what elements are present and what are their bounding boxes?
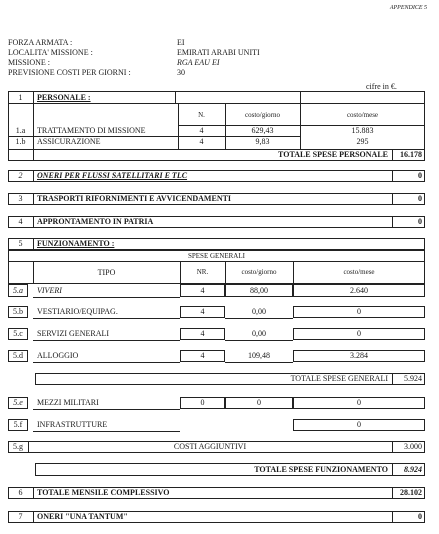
col-giorno-header: costo/giorno: [241, 268, 277, 276]
row-5g-code: 5.g: [13, 442, 23, 451]
row-1a-label: TRATTAMENTO DI MISSIONE: [37, 126, 146, 135]
row-1b-label: ASSICURAZIONE: [37, 137, 101, 146]
row-5a-giorno: 88,00: [250, 286, 268, 295]
row-5a-nr: 4: [200, 286, 205, 295]
total-funz-value: 8.924: [404, 465, 422, 474]
row-1a-code: 1.a: [15, 126, 26, 135]
total-generali-value: 5.924: [404, 374, 422, 383]
section-7-title: ONERI "UNA TANTUM": [37, 512, 128, 521]
section-3-title: TRASPORTI RIFORNIMENTI E AVVICENDAMENTI: [37, 194, 232, 203]
section-5-number: 5: [18, 239, 23, 248]
forza-armata-label: FORZA ARMATA :: [8, 38, 73, 47]
section-7-number: 7: [18, 512, 23, 521]
row-5d-mese: 3.284: [350, 351, 368, 360]
section-6-title: TOTALE MENSILE COMPLESSIVO: [37, 488, 170, 497]
total-personale-value: 16.178: [400, 150, 422, 159]
row-5c-giorno: 0,00: [252, 329, 266, 338]
row-5b-nr: 4: [200, 307, 205, 316]
forza-armata-value: EI: [177, 38, 185, 47]
row-5g-value: 3.000: [404, 442, 422, 451]
previsione-label: PREVISIONE COSTI PER GIORNI :: [8, 68, 131, 77]
row-5c-code: 5.c: [13, 329, 23, 338]
col-costo-giorno-header: costo/giorno: [245, 111, 280, 119]
row-5a-label: VIVERI: [37, 286, 62, 295]
row-1b-mese: 295: [356, 137, 369, 146]
section-2-value: 0: [418, 171, 422, 180]
row-5c-label: SERVIZI GENERALI: [37, 329, 110, 338]
localita-value: EMIRATI ARABI UNITI: [177, 48, 260, 57]
row-5f-code: 5.f: [13, 420, 23, 429]
row-5f-label: INFRASTRUTTURE: [37, 420, 108, 429]
currency-note: cifre in €.: [366, 82, 397, 91]
section-2-title: ONERI PER FLUSSI SATELLITARI E TLC: [37, 171, 188, 180]
total-generali-label: TOTALE SPESE GENERALI: [290, 374, 388, 383]
row-5g-label: COSTI AGGIUNTIVI: [173, 442, 247, 451]
row-5b-label: VESTIARIO/EQUIPAG.: [37, 307, 118, 316]
section-4-value: 0: [418, 217, 422, 226]
localita-label: LOCALITA' MISSIONE :: [8, 48, 93, 57]
row-1a-n: 4: [199, 126, 204, 135]
row-5d-nr: 4: [200, 351, 205, 360]
section-6-number: 6: [18, 488, 23, 497]
row-5b-code: 5.b: [13, 307, 23, 316]
row-5e-code: 5.e: [13, 398, 23, 407]
total-personale-label: TOTALE SPESE PERSONALE: [278, 150, 388, 159]
row-5e-nr: 0: [200, 398, 205, 407]
section-2-number: 2: [18, 171, 23, 180]
section-1-number: 1: [18, 93, 23, 102]
section-5-title: FUNZIONAMENTO :: [37, 239, 115, 248]
total-funz-label: TOTALE SPESE FUNZIONAMENTO: [254, 465, 388, 474]
row-5d-code: 5.d: [13, 351, 23, 360]
row-5e-label: MEZZI MILITARI: [37, 398, 99, 407]
section-3-value: 0: [418, 194, 422, 203]
row-5c-nr: 4: [200, 329, 205, 338]
row-5e-mese: 0: [357, 398, 361, 407]
row-5f-mese: 0: [357, 420, 361, 429]
missione-label: MISSIONE :: [8, 58, 51, 67]
row-5b-giorno: 0,00: [252, 307, 266, 316]
col-tipo-header: TIPO: [97, 268, 116, 277]
col-nr-header: NR.: [196, 268, 209, 276]
col-n-header: N.: [198, 111, 205, 119]
row-5d-label: ALLOGGIO: [37, 351, 79, 360]
row-5d-giorno: 109,48: [248, 351, 270, 360]
row-5c-mese: 0: [357, 329, 361, 338]
row-5b-mese: 0: [357, 307, 361, 316]
section-4-number: 4: [18, 217, 23, 226]
section-7-value: 0: [418, 512, 422, 521]
col-mese-header: costo/mese: [343, 268, 375, 276]
row-5e-giorno: 0: [257, 398, 261, 407]
row-5a-mese: 2.640: [350, 286, 368, 295]
row-5a-code: 5.a: [13, 286, 23, 295]
section-1-title: PERSONALE :: [37, 93, 91, 102]
section-4-title: APPRONTAMENTO IN PATRIA: [37, 217, 154, 226]
previsione-value: 30: [177, 68, 185, 77]
section-3-number: 3: [18, 194, 23, 203]
row-1a-giorno: 629,43: [251, 126, 274, 135]
section-6-value: 28.102: [400, 488, 422, 497]
missione-value: RGA EAU EI: [177, 58, 220, 67]
row-1b-giorno: 9,83: [255, 137, 270, 146]
row-1a-mese: 15.883: [351, 126, 374, 135]
row-1b-code: 1.b: [15, 137, 26, 146]
col-costo-mese-header: costo/mese: [346, 111, 379, 119]
spese-generali-title: SPESE GENERALI: [188, 252, 245, 260]
appendix-tag: APPENDICE 5: [389, 5, 427, 11]
row-1b-n: 4: [199, 137, 204, 146]
